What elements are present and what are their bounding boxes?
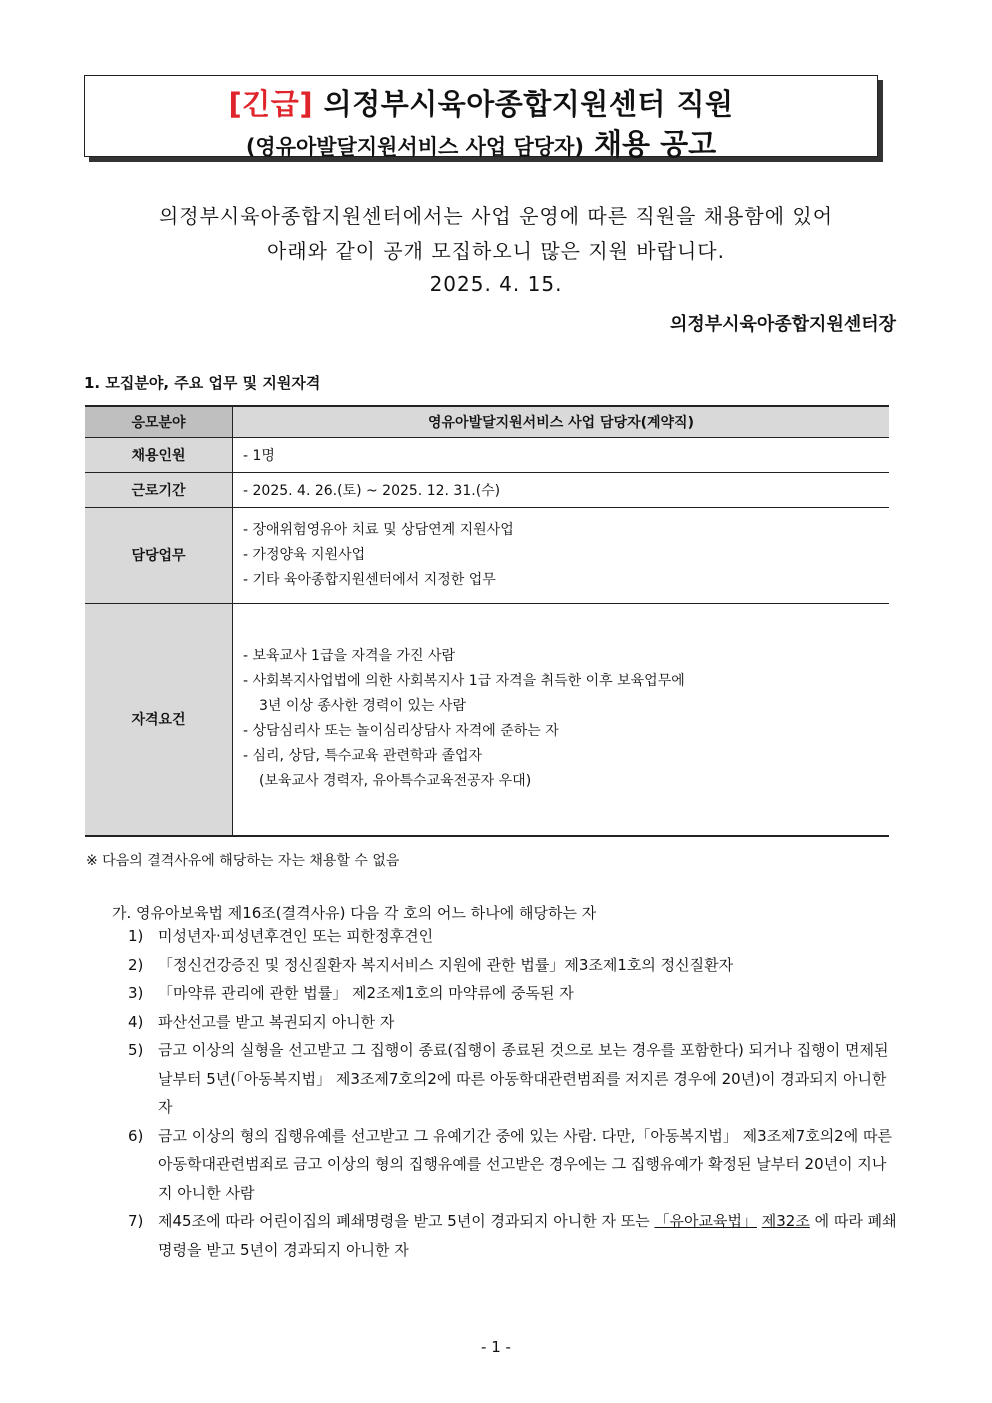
article-reference-link: 제32조 [761,1212,810,1230]
table-row [85,603,889,836]
title-main: 의정부시육아종합지원센터 직원 [313,87,734,121]
item-text: 파산선고를 받고 복권되지 아니한 자 [158,1012,395,1031]
row-label: 담당업무 [85,507,233,603]
item-text: 「마약류 관리에 관한 법률」 제2조제1호의 마약류에 중독된 자 [158,984,574,1002]
urgent-tag: [긴급] [228,87,314,121]
table-row [85,507,889,603]
disqualification-list [128,922,898,1264]
duties-cell [233,507,890,603]
qualification-line: 3년 이상 종사한 경력이 있는 사람 [259,698,466,715]
item-number: 1) [128,927,144,945]
qualification-line: - 상담심리사 또는 놀이심리상담사 자격에 준하는 자 [243,723,559,740]
table-row [85,437,889,472]
disqualification-heading: 가. 영유아보육법 제16조(결격사유) 다음 각 호의 어느 하나에 해당하는 자 [112,904,597,922]
title-subtitle: (영유아발달지원서비스 사업 담당자) [245,135,584,159]
duty-line: - 장애위험영유아 치료 및 상담연계 지원사업 [243,521,514,538]
row-label: 자격요건 [85,603,233,836]
list-item [128,1122,898,1208]
disqualification-note: ※ 다음의 결격사유에 해당하는 자는 채용할 수 없음 [86,853,400,869]
qualification-line: (보육교사 경력자, 유아특수교육전공자 우대) [259,773,532,790]
list-item [128,979,898,1008]
duty-line: - 기타 육아종합지원센터에서 지정한 업무 [243,571,496,588]
item-text-part: 에 따라 폐쇄명령을 받고 5년이 경과되지 아니한 자 [158,1212,897,1259]
item-number: 3) [128,984,144,1002]
item-number: 5) [128,1041,144,1059]
title-line-1 [85,82,877,123]
announcement-date: 2025. 4. 15. [429,272,563,296]
intro-line-2: 아래와 같이 공개 모집하오니 많은 지원 바랍니다. [267,239,725,263]
row-value: - 2025. 4. 26.(토) ~ 2025. 12. 31.(수) [233,472,890,507]
item-text-part: 제45조에 따라 어린이집의 폐쇄명령을 받고 5년이 경과되지 아니한 자 또는 [158,1212,655,1230]
qualification-line: - 보육교사 1급을 자격을 가진 사람 [243,648,456,665]
qualification-line: - 사회복지사업법에 의한 사회복지사 1급 자격을 취득한 이후 보육업무에 [243,673,685,690]
item-text: 「정신건강증진 및 정신질환자 복지서비스 지원에 관한 법률」제3조제1호의 정신질환자 [158,955,734,974]
title-announcement: 채용 공고 [583,127,717,161]
intro-line-1: 의정부시육아종합지원센터에서는 사업 운영에 따른 직원을 채용함에 있어 [158,204,834,228]
item-text: 금고 이상의 실형을 선고받고 그 집행이 종료(집행이 종료된 것으로 보는 경우를 포함한다) 되거나 집행이 면제된 날부터 5년(「아동복지법」 제3조제7호의2에 따른 아동학대관련범죄를 저지른 경우에 20년)이 경과되지 아니한 자 [158,1041,889,1116]
row-value: - 1명 [233,437,890,472]
item-text: 금고 이상의 형의 집행유예를 선고받고 그 유예기간 중에 있는 사람. 다만,「아동복지법」 제3조제7호의2에 따른 아동학대관련범죄로 금고 이상의 형의 집행유예를 선고받은 경우에는 그 집행유예가 확정된 날부터 20년이 지나지 아니한 사람 [158,1126,892,1202]
item-text [158,1207,898,1264]
table-row [85,406,889,437]
law-reference-link: 「유아교육법」 [654,1212,757,1230]
row-label: 채용인원 [85,437,233,472]
item-text: 미성년자·피성년후견인 또는 피한정후견인 [158,927,434,945]
title-line-2 [85,122,877,163]
title-box [84,75,878,161]
recruitment-table [85,405,889,837]
list-item [128,1008,898,1037]
item-number: 6) [128,1126,144,1145]
duty-line: - 가정양육 지원사업 [243,546,366,563]
table-row [85,472,889,507]
list-item [128,951,898,980]
item-number: 4) [128,1012,144,1031]
item-number: 7) [128,1212,144,1230]
list-item [128,1207,898,1264]
row-label: 응모분야 [85,406,233,437]
qualification-line: - 심리, 상담, 특수교육 관련학과 졸업자 [243,748,483,765]
signer: 의정부시육아종합지원센터장 [669,314,896,335]
list-item [128,922,898,951]
item-number: 2) [128,955,144,974]
row-label: 근로기간 [85,472,233,507]
qualifications-cell [233,603,890,836]
section-1-title: 1. 모집분야, 주요 업무 및 지원자격 [84,374,321,392]
row-value: 영유아발달지원서비스 사업 담당자(계약직) [233,406,890,437]
page-number: - 1 - [481,1338,511,1356]
list-item [128,1036,898,1122]
